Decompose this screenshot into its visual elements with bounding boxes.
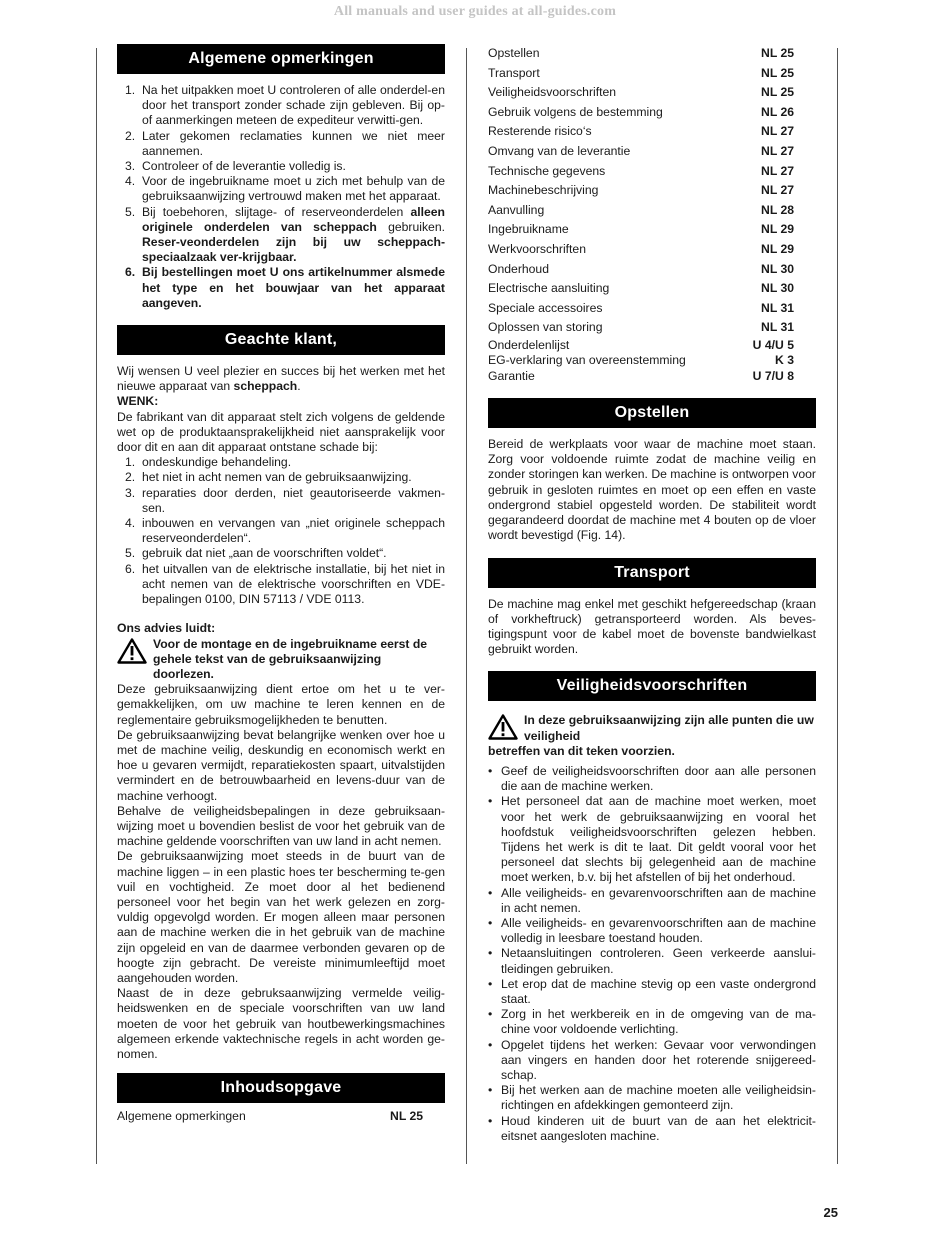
- toc-row: Ingebruikname NL 29: [488, 222, 794, 237]
- list-item: 1. ondeskundige behandeling.: [125, 455, 292, 470]
- list-item: • Bij het werken aan de machine moeten alle veiligheidsin-richtingen en afdekkingen gemonteerd zijn.: [488, 1083, 816, 1113]
- safety-warning-text-cont: betreffen van dit teken voorzien.: [488, 743, 675, 758]
- list-item: 3. reparaties door derden, niet geautoriseerde vakmen-sen.: [125, 485, 445, 515]
- list-item: 6. het uitvallen van de elektrische installatie, bij het niet in acht nemen van de elektrische voorschriften en VDE-bepalingen 0100, DIN 57113 / VDE 0113.: [125, 561, 445, 607]
- list-item: • Het personeel dat aan de machine moet werken, moet voor het werk de gebruiksaanwijzing en vooral het hoofdstuk veiligheidsvoorschriften gelezen hebben. Tijdens het werk is dit te laat. Dit geldt vooral voor het personeel dat slechts bij gelegenheid aan de machine moet werken, b.v. bij het afstellen of bij het onderhoud.: [488, 794, 816, 885]
- advice-label: Ons advies luidt:: [117, 621, 216, 636]
- section-heading-opstellen: Opstellen: [488, 398, 816, 428]
- center-rule: [466, 48, 467, 1164]
- liability-list: [117, 455, 445, 607]
- opstellen-paragraph: Bereid de werkplaats voor waar de machine moet staan. Zorg voor voldoende ruimte zodat de machine veilig en zonder storingen kan werken. De machine is ontworpen voor gebruik in gesloten ruimtes en moet op een effen en vaste ondergrond stabiel opgesteld worden. De stabiliteit wordt gegarandeerd doordat de machine met 4 bouten op de vloer wordt bevestigd (Fig. 14).: [488, 437, 816, 543]
- paragraph: Behalve de veiligheidsbepalingen in deze gebruiksaan-wijzing moet u bovendien beslist de voor het gebruik van de machine geldende voorschriften van uw land in acht nemen.: [117, 803, 445, 849]
- toc-row: Onderdelenlijst U 4/U 5: [488, 337, 794, 352]
- toc-row: Veiligheidsvoorschriften NL 25: [488, 85, 794, 100]
- list-item: 3. Controleer of de leverantie volledig is.: [125, 159, 346, 174]
- list-item: 2. het niet in acht nemen van de gebruiksaanwijzing.: [125, 470, 412, 485]
- toc-row: Gebruik volgens de bestemming NL 26: [488, 104, 794, 119]
- advice-warning-text: Voor de montage en de ingebruikname eerst de gehele tekst van de gebruiksaanwijzing doorlezen.: [153, 636, 428, 681]
- paragraph: Naast de in deze gebruksaanwijzing vermelde veilig-heidswenken en de speciale voorschriften van uw land moeten de voor het gebruik van houtbewerkingsmachines algemeen erkende vaktechnische regels in acht worden ge-nomen.: [117, 986, 445, 1061]
- warning-triangle-icon: [488, 714, 518, 740]
- list-item: • Geef de veiligheidsvoorschriften door aan alle personen die aan de machine werken.: [488, 763, 816, 794]
- page-number: 25: [823, 1205, 838, 1220]
- toc-row: Omvang van de leverantie NL 27: [488, 143, 794, 158]
- toc-row: EG-verklaring van overeenstemming K 3: [488, 353, 794, 368]
- list-item: • Opgelet tijdens het werken: Gevaar voor verwondingen aan vingers en handen door het roterende snijgereed-schap.: [488, 1037, 816, 1082]
- toc-row: Speciale accessoires NL 31: [488, 300, 794, 315]
- toc-row: Electrische aansluiting NL 30: [488, 281, 794, 296]
- list-item: • Alle veiligheids- en gevarenvoorschriften aan de machine in acht nemen.: [488, 885, 816, 915]
- toc-row: Machinebeschrijving NL 27: [488, 183, 794, 198]
- toc-page: NL 25: [390, 1109, 423, 1124]
- warning-triangle-icon: [117, 638, 147, 664]
- greeting-paragraph: Wij wensen U veel plezier en succes bij het werken met het nieuwe apparaat van scheppach.: [117, 364, 445, 394]
- list-item: 4. Voor de ingebruikname moet u zich met behulp van de gebruiksaanwijzing vertrouwd maken met het apparaat.: [125, 174, 445, 204]
- left-column: [117, 44, 445, 1127]
- toc-row: Garantie U 7/U 8: [488, 368, 794, 383]
- list-item: • Let erop dat de machine stevig op een vaste ondergrond staat.: [488, 976, 816, 1006]
- watermark: All manuals and user guides at all-guides.com: [333, 4, 617, 19]
- toc-row: Opstellen NL 25: [488, 46, 794, 60]
- list-item: 5. gebruik dat niet „aan de voorschriften voldet“.: [125, 546, 387, 561]
- section-heading-geachte-klant: Geachte klant,: [117, 325, 445, 355]
- list-item: 2. Later gekomen reclamaties kunnen we niet meer aannemen.: [125, 128, 445, 158]
- toc-row: Oplossen van storing NL 31: [488, 320, 794, 335]
- list-item: 4. inbouwen en vervangen van „niet originele scheppach reserveonderdelen“.: [125, 516, 445, 546]
- safety-bullet-list: [488, 764, 816, 1144]
- toc-label: Algemene opmerkingen: [117, 1109, 246, 1124]
- toc-row: Transport NL 25: [488, 65, 794, 80]
- transport-paragraph: De machine mag enkel met geschikt hefgereedschap (kraan of vorkheftruck) getransporteerd worden. Als beves-tigingspunt voor de kabel moet de bovenste bandwielkast gebruikt worden.: [488, 596, 816, 657]
- section-heading-inhoudsopgave: Inhoudsopgave: [117, 1073, 445, 1103]
- safety-warning-text: In deze gebruiksaanwijzing zijn alle punten die uw veiligheid: [524, 713, 814, 743]
- wenk-label: WENK:: [117, 394, 159, 409]
- section-heading-transport: Transport: [488, 558, 816, 588]
- intro-paragraphs: [117, 682, 445, 1062]
- left-margin-rule: [96, 48, 97, 1164]
- list-item: • Alle veiligheids- en gevarenvoorschriften aan de machine volledig in leesbare toestand houden.: [488, 915, 816, 946]
- list-item: • Zorg in het werkbereik en in de omgeving van de ma-chine voor voldoende verlichting.: [488, 1007, 816, 1037]
- list-item: • Houd kinderen uit de buurt van de aan het elektricit-eitsnet aangesloten machine.: [488, 1113, 816, 1143]
- paragraph: Deze gebruiksaanwijzing dient ertoe om het u te ver-gemakkelijken, om uw machine te leren kennen en de reglementaire gebruiksmogelijkheden te benutten.: [117, 682, 445, 727]
- general-remarks-list: [117, 83, 445, 311]
- toc-list: [488, 44, 794, 384]
- paragraph: De gebruiksaanwijzing moet steeds in de buurt van de machine liggen – in een plastic hoes ter bescherming te-gen vuil en vochtigheid. Ze moet door al het bedienend personeel voor het begin van het werk gelezen en zorg-vuldig opgevolgd worden. Er mogen alleen maar personen aan de machine werken die in het gebruik van de machine zijn opgeleid en van de daarmee verbonden gevaren op de hoogte zijn gebracht. De vereiste minimumleeftijd moet aangehouden worden.: [117, 849, 445, 985]
- toc-row: Aanvulling NL 28: [488, 202, 794, 217]
- list-item: 6. Bij bestellingen moet U ons artikelnummer alsmede het type en het bouwjaar van het apparaat aangeven.: [125, 265, 445, 310]
- section-heading-veiligheidsvoorschriften: Veiligheidsvoorschriften: [488, 671, 816, 701]
- toc-row: Resterende risico‘s NL 27: [488, 124, 794, 139]
- right-column: [488, 44, 816, 1144]
- toc-row: Werkvoorschriften NL 29: [488, 241, 794, 256]
- toc-row: Technische gegevens NL 27: [488, 163, 794, 178]
- wenk-paragraph: De fabrikant van dit apparaat stelt zich volgens de geldende wet op de produktaansprakelijkheid niet aansprakelijk voor door dit en aan dit apparaat ontstane schade bij:: [117, 409, 445, 455]
- right-margin-rule: [837, 48, 838, 1164]
- paragraph: De gebruiksaanwijzing bevat belangrijke wenken over hoe u met de machine veilig, deskundig en economisch werkt en hoe u gevaren vermijdt, reparatiekosten spaart, uitvalstijden vermindert en de betrouwbaarheid en levens-duur van de machine verhoogt.: [117, 727, 445, 803]
- list-item: • Netaansluitingen controleren. Geen verkeerde aanslui-tleidingen gebruiken.: [488, 946, 816, 976]
- list-item: 1. Na het uitpakken moet U controleren of alle onderdel-en door het transport zonder schade zijn gebleven. Bij op- of aanmerkingen meteen de expediteur verwitti-gen.: [125, 83, 445, 128]
- toc-row: Onderhoud NL 30: [488, 261, 794, 276]
- list-item: 5. Bij toebehoren, slijtage- of reserveonderdelen alleen originele onderdelen van scheppach gebruiken. Reser-veonderdelen zijn bij uw scheppach-speciaalzaak ver-krijgbaar.: [125, 204, 445, 265]
- section-heading-algemene-opmerkingen: Algemene opmerkingen: [117, 44, 445, 74]
- toc-row: [117, 1107, 423, 1127]
- safety-warning: [488, 713, 816, 759]
- advice-warning: [117, 637, 445, 683]
